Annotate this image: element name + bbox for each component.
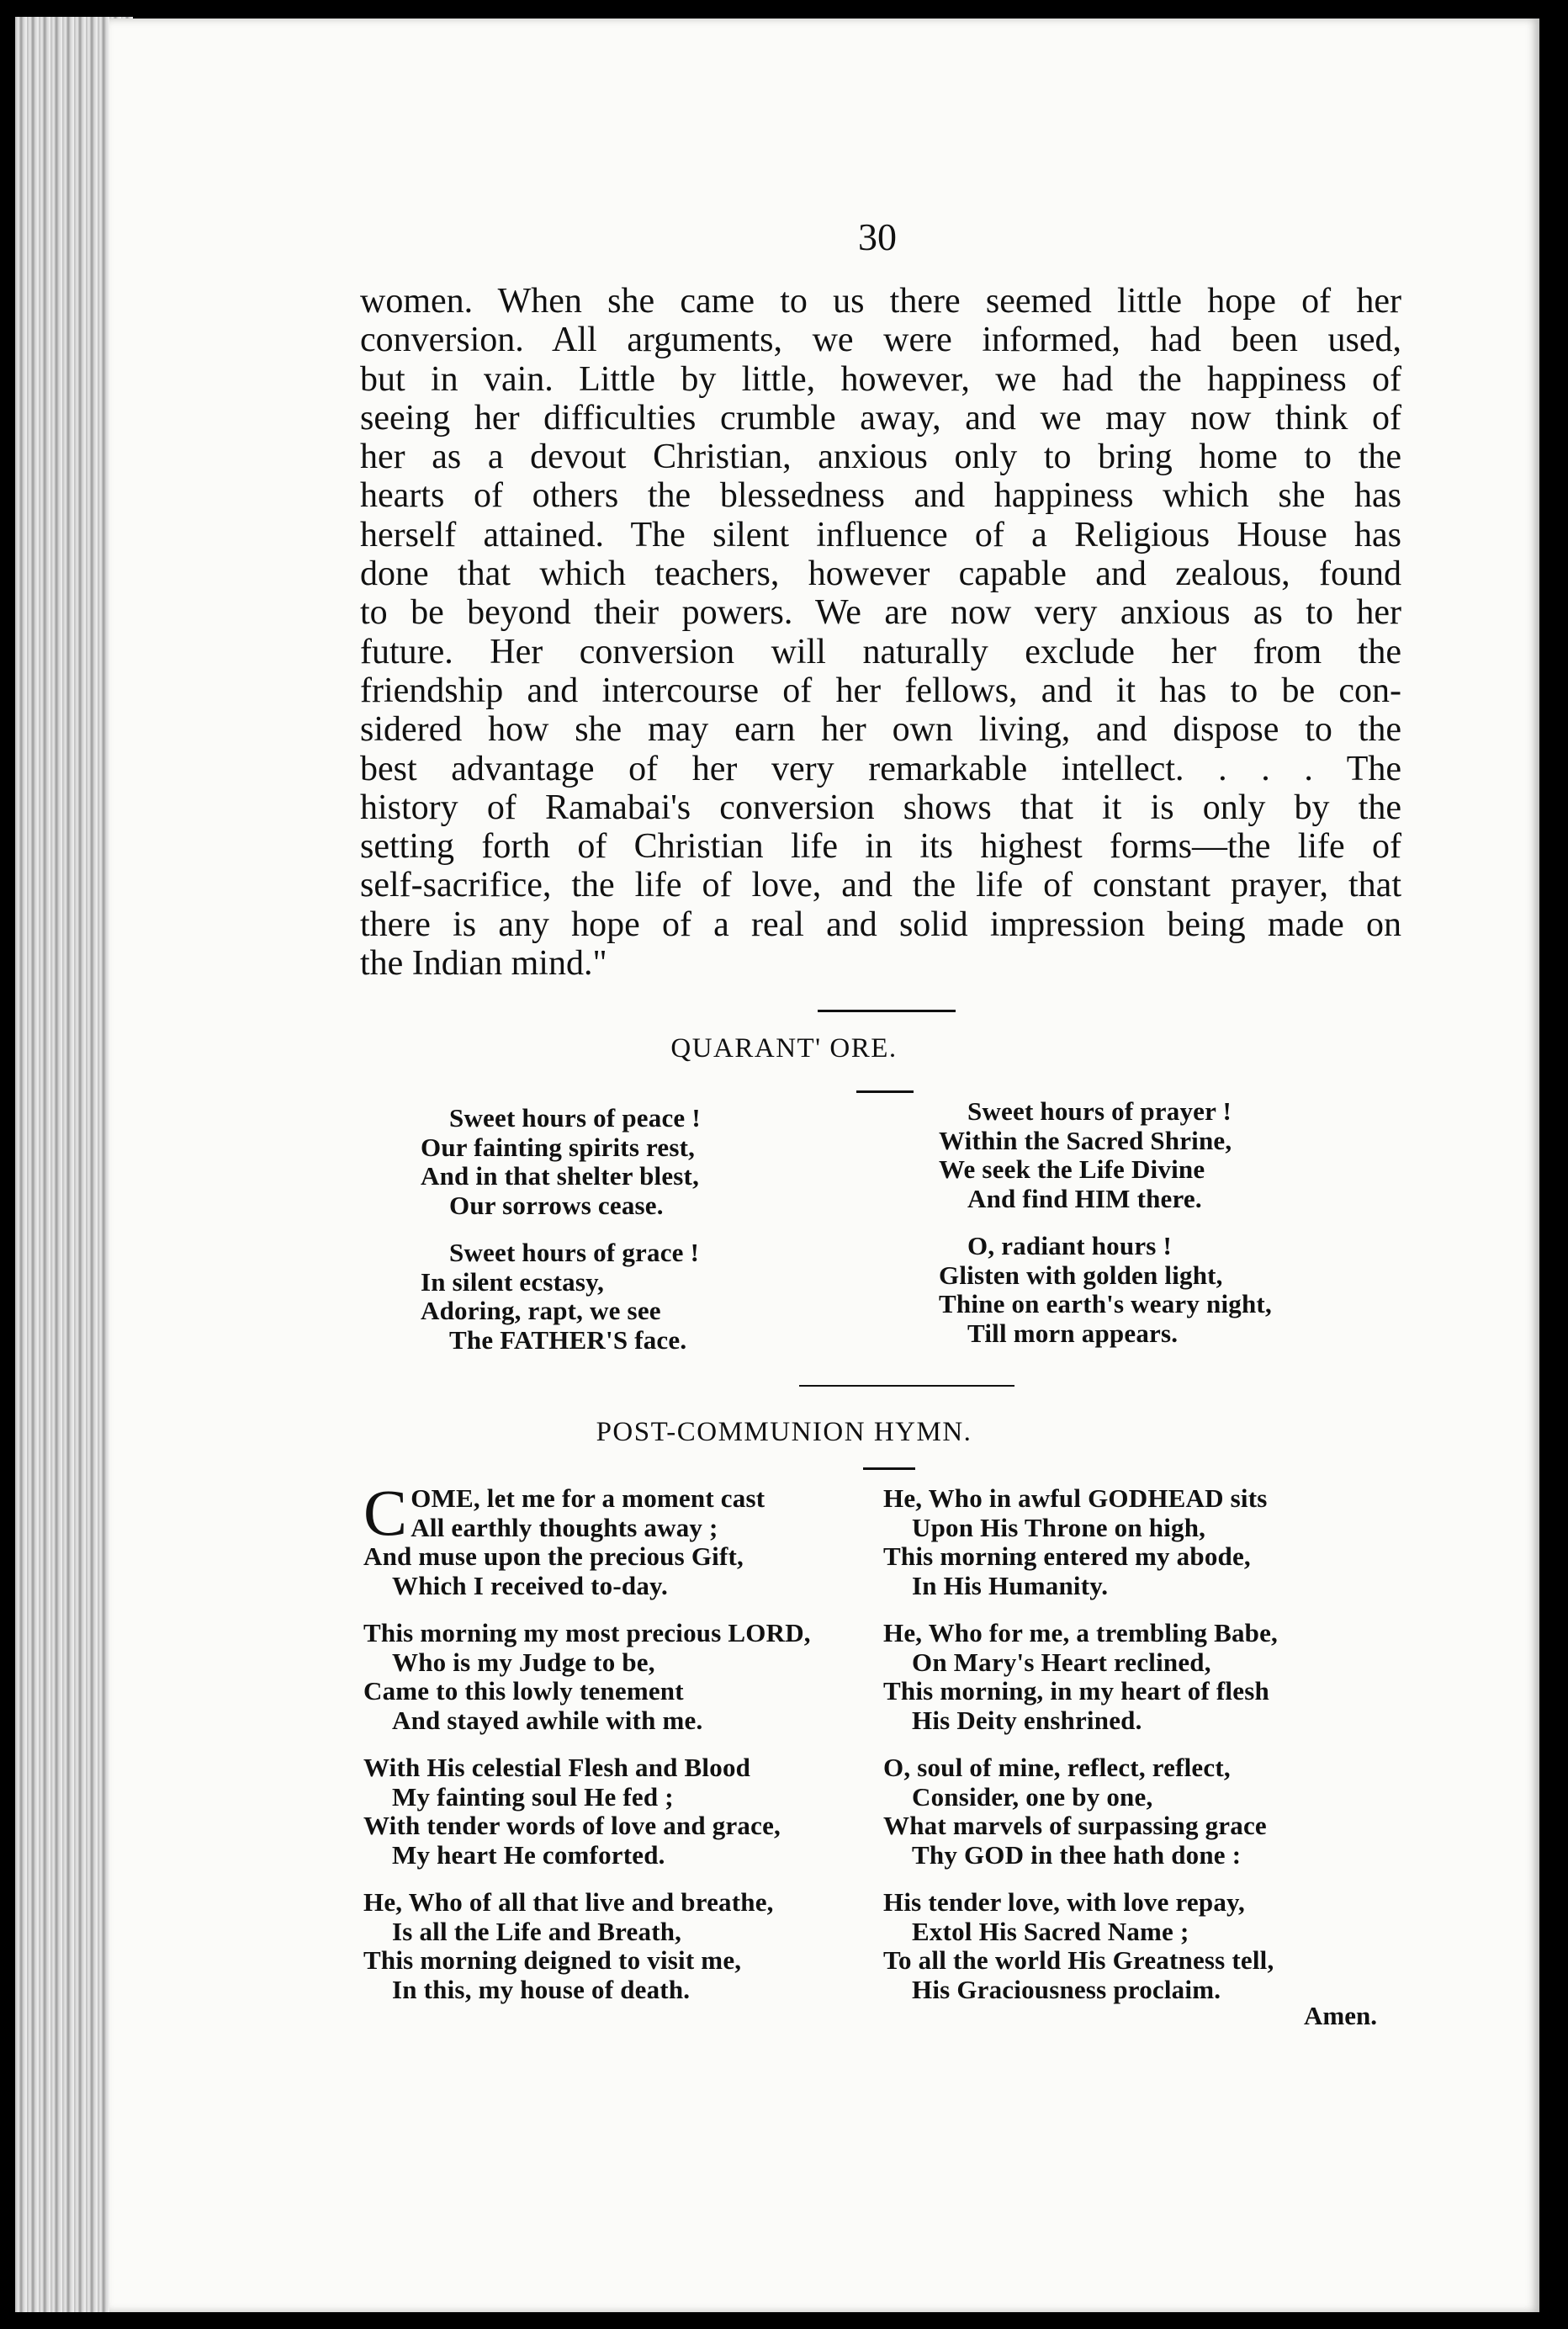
verse-line: My fainting soul He fed ; [392, 1781, 674, 1812]
verse-line: Adoring, rapt, we see [421, 1296, 661, 1325]
verse-line: Sweet hours of prayer ! [967, 1096, 1232, 1126]
poem1-right-column [939, 1097, 1272, 1366]
page-number: 30 [858, 215, 897, 258]
verse-line: To all the world His Greatness tell, [883, 1945, 1274, 1975]
verse-line: His tender love, with love repay, [883, 1887, 1245, 1917]
verse-line: And stayed awhile with me. [392, 1705, 703, 1735]
prose-line: there is any hope of a real and solid impression being made on [360, 905, 1401, 944]
prose-line: but in vain. Little by little, however, we had the happiness of [360, 359, 1401, 399]
verse-line: His Deity enshrined. [912, 1705, 1142, 1735]
stanza [363, 1619, 811, 1735]
verse-line: O, radiant hours ! [967, 1231, 1173, 1260]
prose-line: best advantage of her very remarkable intellect. . . . The [360, 749, 1401, 788]
verse-line: And muse upon the precious Gift, [363, 1541, 744, 1571]
stanza [421, 1239, 701, 1355]
verse-line: With tender words of love and grace, [363, 1811, 781, 1840]
stanza [883, 1888, 1278, 2004]
prose-line: her as a devout Christian, anxious only to bring home to the [360, 438, 1401, 477]
section-divider [799, 1385, 1014, 1387]
prose-line: done that which teachers, however capable and zealous, found [360, 554, 1401, 594]
prose-line: the Indian mind." [360, 944, 607, 984]
prose-line: hearts of others the blessedness and happiness which she has [360, 476, 1401, 516]
verse-line: And find HIM there. [967, 1183, 1202, 1213]
stanza [939, 1097, 1272, 1213]
stanza [939, 1232, 1272, 1348]
verse-line: Consider, one by one, [912, 1781, 1153, 1812]
title-underline [863, 1467, 915, 1470]
poem-title-quarant-ore: QUARANT' ORE. [670, 1033, 898, 1064]
prose-line: history of Ramabai's conversion shows that it is only by the [360, 788, 1401, 827]
title-underline [856, 1090, 914, 1093]
verse-line: Our fainting spirits rest, [421, 1132, 696, 1162]
verse-line: Sweet hours of peace ! [449, 1103, 701, 1133]
verse-line: All earthly thoughts away ; [411, 1512, 718, 1542]
verse-line: And in that shelter blest, [421, 1161, 700, 1191]
verse-line: Thine on earth's weary night, [939, 1289, 1272, 1318]
verse-line: Thy GOD in thee hath done : [912, 1839, 1242, 1870]
poem2-left-column [363, 1476, 811, 2023]
verse-line: In silent ecstasy, [421, 1266, 605, 1297]
verse-line: Our sorrows cease. [449, 1190, 664, 1220]
verse-line: Within the Sacred Shrine, [939, 1125, 1232, 1155]
verse-line: In His Humanity. [912, 1570, 1109, 1600]
verse-line: This morning entered my abode, [883, 1541, 1251, 1571]
verse-line: Sweet hours of grace ! [449, 1238, 700, 1267]
prose-line: setting forth of Christian life in its highest forms—the life of [360, 827, 1401, 867]
stanza [363, 1476, 811, 1600]
verse-line: He, Who in awful GODHEAD sits [883, 1483, 1268, 1513]
prose-line: sidered how she may earn her own living, and dispose to the [360, 710, 1401, 750]
stanza [883, 1484, 1278, 1600]
drop-cap: C [363, 1476, 408, 1549]
amen: Amen. [1304, 2001, 1377, 2030]
verse-line: He, Who of all that live and breathe, [363, 1887, 774, 1917]
verse-line: Glisten with golden light, [939, 1260, 1223, 1290]
stanza [363, 1888, 811, 2004]
verse-line: Till morn appears. [967, 1318, 1179, 1348]
prose-line: self-sacrifice, the life of love, and the life of constant prayer, that [360, 866, 1401, 905]
verse-line: OME, let me for a moment cast [411, 1483, 765, 1513]
prose-line: friendship and intercourse of her fellows, and it has to be con- [360, 671, 1401, 710]
stanza [363, 1753, 811, 1870]
prose-line: future. Her conversion will naturally exclude her from the [360, 632, 1401, 671]
prose-line: conversion. All arguments, we were informed, had been used, [360, 321, 1401, 360]
verse-line: Who is my Judge to be, [392, 1647, 655, 1677]
poem-title-post-communion: POST-COMMUNION HYMN. [596, 1417, 972, 1447]
prose-line: women. When she came to us there seemed little hope of her [360, 282, 1401, 321]
verse-line: With His celestial Flesh and Blood [363, 1753, 751, 1782]
verse-line: We seek the Life Divine [939, 1154, 1205, 1184]
prose-line: herself attained. The silent influence of a Religious House has [360, 515, 1401, 554]
verse-line: His Graciousness proclaim. [912, 1974, 1221, 2004]
verse-line: Came to this lowly tenement [363, 1676, 684, 1706]
verse-line: This morning deigned to visit me, [363, 1945, 742, 1975]
verse-line: What marvels of surpassing grace [883, 1811, 1267, 1840]
verse-line: In this, my house of death. [392, 1974, 691, 2004]
poem2-right-column [883, 1484, 1278, 2023]
verse-line: Upon His Throne on high, [912, 1512, 1206, 1542]
verse-line: The FATHER'S face. [449, 1324, 687, 1355]
stanza [421, 1104, 701, 1220]
verse-line: This morning, in my heart of flesh [883, 1676, 1269, 1706]
poem1-left-column [421, 1104, 701, 1373]
prose-line: seeing her difficulties crumble away, and we may now think of [360, 398, 1401, 438]
verse-line: Which I received to-day. [392, 1570, 668, 1600]
verse-line: My heart He comforted. [392, 1839, 665, 1870]
verse-line: He, Who for me, a trembling Babe, [883, 1618, 1278, 1647]
verse-line: O, soul of mine, reflect, reflect, [883, 1753, 1231, 1782]
stanza [883, 1753, 1278, 1870]
section-divider [818, 1010, 956, 1012]
prose-line: to be beyond their powers. We are now very anxious as to her [360, 593, 1401, 633]
verse-line: On Mary's Heart reclined, [912, 1647, 1211, 1677]
stanza [883, 1619, 1278, 1735]
verse-line: This morning my most precious LORD, [363, 1618, 811, 1647]
prose-paragraph [360, 282, 1401, 983]
verse-line: Is all the Life and Breath, [392, 1916, 682, 1946]
verse-line: Extol His Sacred Name ; [912, 1916, 1189, 1946]
